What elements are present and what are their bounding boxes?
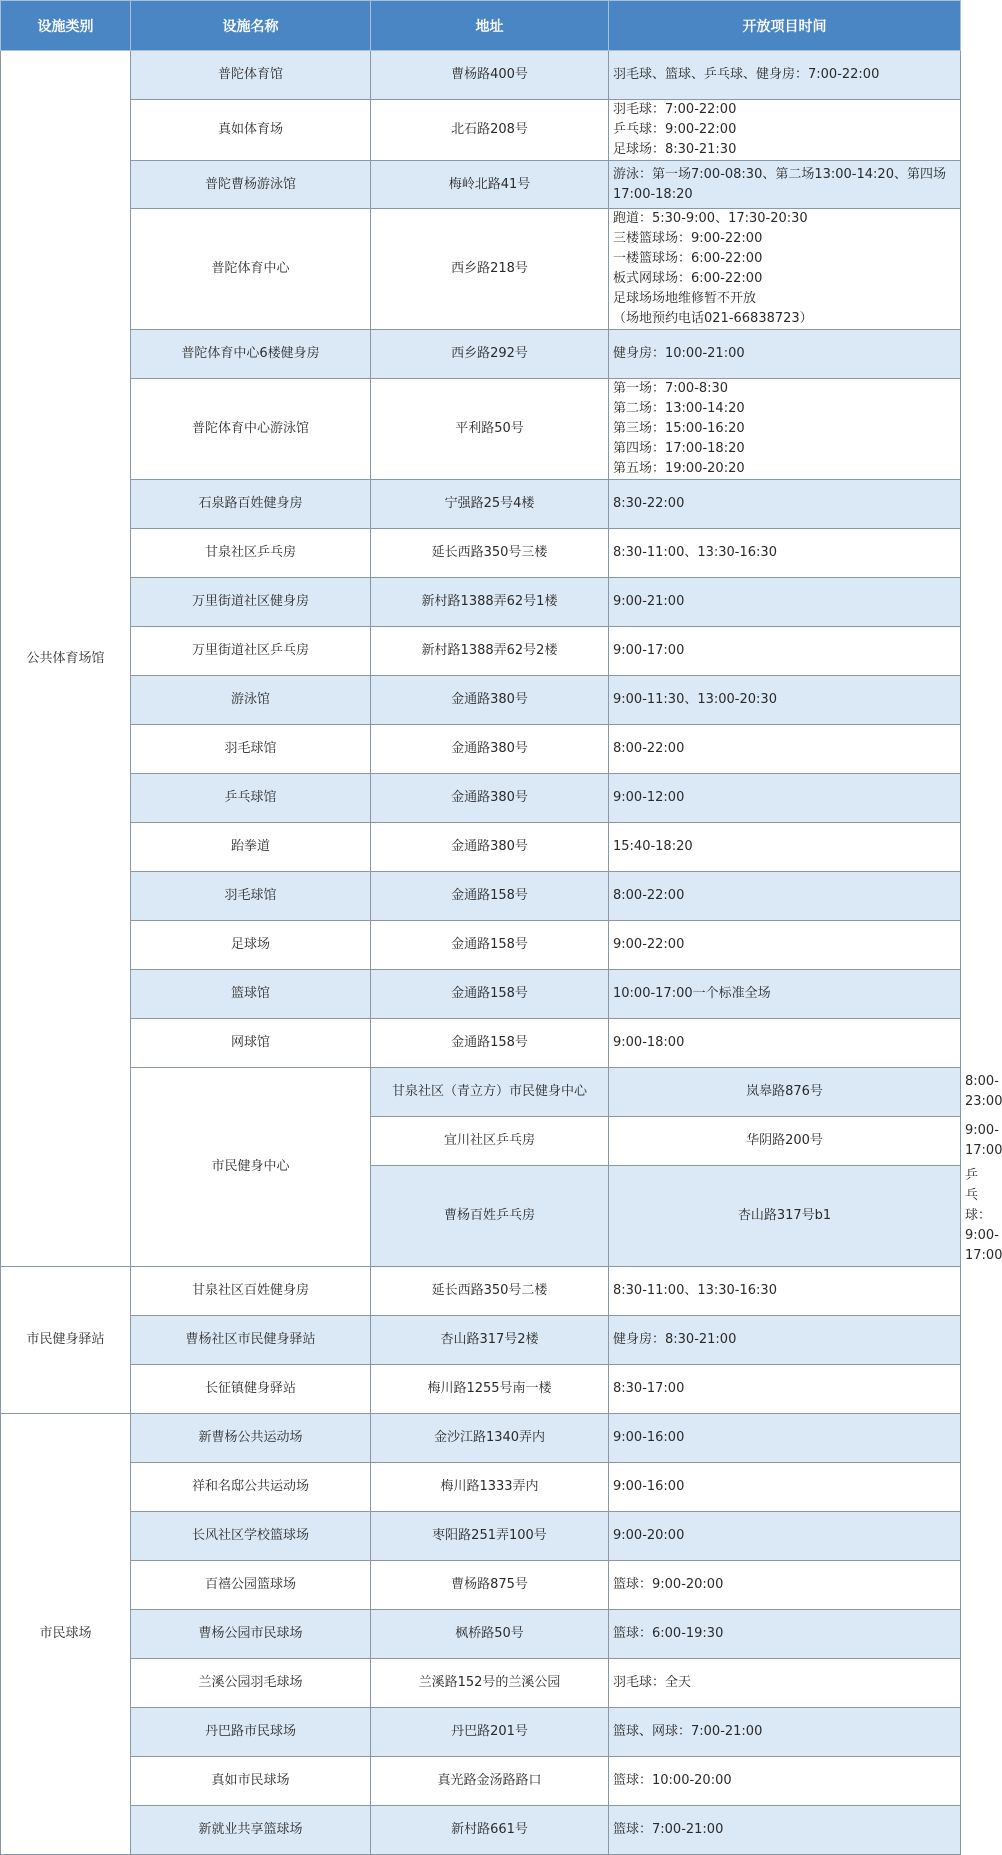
address-cell: 梅川路1255号南一楼 bbox=[371, 1365, 609, 1414]
address-cell: 西乡路292号 bbox=[371, 330, 609, 379]
table-row bbox=[1, 627, 961, 676]
table-row bbox=[1, 872, 961, 921]
facility-name-cell: 甘泉社区（青立方）市民健身中心 bbox=[371, 1068, 609, 1117]
table-row: 曹杨百姓乒乓房 杏山路317号b1 乒乓球：9:00-17:00 bbox=[1, 1166, 961, 1267]
facility-name-cell: 百禧公园篮球场 bbox=[131, 1561, 371, 1610]
table-row bbox=[1, 1708, 961, 1757]
table-row bbox=[1, 1019, 961, 1068]
hours-cell: 篮球：6:00-19:30 bbox=[609, 1610, 961, 1659]
address-cell: 曹杨路400号 bbox=[371, 51, 609, 100]
facility-name-cell: 甘泉社区乒乓房 bbox=[131, 529, 371, 578]
address-cell: 金沙江路1340弄内 bbox=[371, 1414, 609, 1463]
facility-name-cell: 普陀曹杨游泳馆 bbox=[131, 161, 371, 209]
hours-cell: 游泳：第一场7:00-08:30、第二场13:00-14:20、第四场17:00-18:20 bbox=[609, 161, 961, 209]
facility-name-cell: 羽毛球馆 bbox=[131, 725, 371, 774]
hours-cell: 8:30-11:00、13:30-16:30 bbox=[609, 1267, 961, 1316]
address-cell: 新村路1388弄62号2楼 bbox=[371, 627, 609, 676]
hours-cell: 15:40-18:20 bbox=[609, 823, 961, 872]
facility-name-cell: 曹杨公园市民球场 bbox=[131, 1610, 371, 1659]
hours-cell: 9:00-16:00 bbox=[609, 1414, 961, 1463]
facility-name-cell: 足球场 bbox=[131, 921, 371, 970]
facility-name-cell: 羽毛球馆 bbox=[131, 872, 371, 921]
table-row bbox=[1, 209, 961, 330]
address-cell: 金通路380号 bbox=[371, 823, 609, 872]
address-cell: 金通路380号 bbox=[371, 676, 609, 725]
address-cell: 北石路208号 bbox=[371, 100, 609, 161]
address-cell: 杏山路317号2楼 bbox=[371, 1316, 609, 1365]
facility-name-cell: 石泉路百姓健身房 bbox=[131, 480, 371, 529]
table-row bbox=[1, 1561, 961, 1610]
hours-cell: 10:00-17:00一个标准全场 bbox=[609, 970, 961, 1019]
table-row bbox=[1, 823, 961, 872]
facility-name-cell: 游泳馆 bbox=[131, 676, 371, 725]
address-cell: 新村路1388弄62号1楼 bbox=[371, 578, 609, 627]
facility-name-cell: 兰溪公园羽毛球场 bbox=[131, 1659, 371, 1708]
facility-name-cell: 乒乓球馆 bbox=[131, 774, 371, 823]
hours-cell: 8:30-22:00 bbox=[609, 480, 961, 529]
hours-cell: 羽毛球：全天 bbox=[609, 1659, 961, 1708]
hours-cell: 9:00-17:00 bbox=[609, 627, 961, 676]
address-cell: 西乡路218号 bbox=[371, 209, 609, 330]
hours-cell: 9:00-22:00 bbox=[609, 921, 961, 970]
hours-cell: 8:30-17:00 bbox=[609, 1365, 961, 1414]
facility-name-cell: 曹杨百姓乒乓房 bbox=[371, 1166, 609, 1267]
address-cell: 梅川路1333弄内 bbox=[371, 1463, 609, 1512]
table-row bbox=[1, 100, 961, 161]
hours-cell: 羽毛球、篮球、乒乓球、健身房：7:00-22:00 bbox=[609, 51, 961, 100]
hours-cell: 跑道：5:30-9:00、17:30-20:30 三楼篮球场：9:00-22:00 一楼篮球场：6:00-22:00 板式网球场：6:00-22:00 足球场场地维修暂不开放 （场地预约电话021-66838723） bbox=[609, 209, 961, 330]
table-row bbox=[1, 725, 961, 774]
address-cell: 平利路50号 bbox=[371, 379, 609, 480]
table-row bbox=[1, 480, 961, 529]
hours-cell: 9:00-12:00 bbox=[609, 774, 961, 823]
header-hours: 开放项目时间 bbox=[609, 1, 961, 51]
table-row bbox=[1, 1414, 961, 1463]
category-cell: 市民球场 bbox=[1, 1414, 131, 1855]
hours-cell: 羽毛球：7:00-22:00 乒乓球：9:00-22:00 足球场：8:30-21:30 bbox=[609, 100, 961, 161]
table-row bbox=[1, 774, 961, 823]
table-row bbox=[1, 676, 961, 725]
hours-cell: 9:00-18:00 bbox=[609, 1019, 961, 1068]
facility-name-cell: 长风社区学校篮球场 bbox=[131, 1512, 371, 1561]
address-cell: 岚皋路876号 bbox=[609, 1068, 961, 1117]
address-cell: 兰溪路152号的兰溪公园 bbox=[371, 1659, 609, 1708]
facility-name-cell: 真如市民球场 bbox=[131, 1757, 371, 1806]
address-cell: 丹巴路201号 bbox=[371, 1708, 609, 1757]
header-name: 设施名称 bbox=[131, 1, 371, 51]
table-row bbox=[1, 1365, 961, 1414]
category-cell: 公共体育场馆 bbox=[1, 51, 131, 1267]
facility-name-cell: 新曹杨公共运动场 bbox=[131, 1414, 371, 1463]
table-row bbox=[1, 970, 961, 1019]
table-row bbox=[1, 1512, 961, 1561]
table-row bbox=[1, 330, 961, 379]
hours-cell: 篮球：7:00-21:00 bbox=[609, 1806, 961, 1855]
table-row bbox=[1, 529, 961, 578]
facility-name-cell: 新就业共享篮球场 bbox=[131, 1806, 371, 1855]
address-cell: 金通路158号 bbox=[371, 970, 609, 1019]
hours-cell: 9:00-16:00 bbox=[609, 1463, 961, 1512]
hours-cell: 9:00-11:30、13:00-20:30 bbox=[609, 676, 961, 725]
facility-name-cell: 万里街道社区健身房 bbox=[131, 578, 371, 627]
facility-name-cell: 万里街道社区乒乓房 bbox=[131, 627, 371, 676]
category-cell: 市民健身驿站 bbox=[1, 1267, 131, 1414]
table-row bbox=[1, 1659, 961, 1708]
hours-cell: 篮球：9:00-20:00 bbox=[609, 1561, 961, 1610]
facility-name-cell: 普陀体育中心游泳馆 bbox=[131, 379, 371, 480]
table-row bbox=[1, 51, 961, 100]
address-cell: 新村路661号 bbox=[371, 1806, 609, 1855]
address-cell: 宁强路25号4楼 bbox=[371, 480, 609, 529]
address-cell: 枫桥路50号 bbox=[371, 1610, 609, 1659]
facility-name-cell: 长征镇健身驿站 bbox=[131, 1365, 371, 1414]
facility-name-cell: 祥和名邸公共运动场 bbox=[131, 1463, 371, 1512]
hours-cell: 8:00-22:00 bbox=[609, 872, 961, 921]
address-cell: 华阴路200号 bbox=[609, 1117, 961, 1166]
table-row: 宜川社区乒乓房 华阴路200号 9:00-17:00 bbox=[1, 1117, 961, 1166]
facility-name-cell: 真如体育场 bbox=[131, 100, 371, 161]
table-row bbox=[1, 161, 961, 209]
facility-name-cell: 网球馆 bbox=[131, 1019, 371, 1068]
table-row bbox=[1, 1267, 961, 1316]
table-row bbox=[1, 1806, 961, 1855]
address-cell: 金通路380号 bbox=[371, 774, 609, 823]
facility-name-cell: 曹杨社区市民健身驿站 bbox=[131, 1316, 371, 1365]
table-row: 市民健身中心 甘泉社区（青立方）市民健身中心 岚皋路876号 8:00-23:00 bbox=[1, 1068, 961, 1117]
address-cell: 真光路金汤路路口 bbox=[371, 1757, 609, 1806]
facility-name-cell: 甘泉社区百姓健身房 bbox=[131, 1267, 371, 1316]
facility-name-cell: 跆拳道 bbox=[131, 823, 371, 872]
address-cell: 枣阳路251弄100号 bbox=[371, 1512, 609, 1561]
hours-cell: 8:00-22:00 bbox=[609, 725, 961, 774]
hours-cell: 9:00-21:00 bbox=[609, 578, 961, 627]
address-cell: 金通路158号 bbox=[371, 921, 609, 970]
address-cell: 梅岭北路41号 bbox=[371, 161, 609, 209]
facility-name-cell: 丹巴路市民球场 bbox=[131, 1708, 371, 1757]
table-row bbox=[1, 1463, 961, 1512]
table-body bbox=[1, 51, 1002, 1855]
hours-cell: 健身房：10:00-21:00 bbox=[609, 330, 961, 379]
table-row bbox=[1, 1610, 961, 1659]
table-row bbox=[1, 578, 961, 627]
facility-name-cell: 普陀体育中心6楼健身房 bbox=[131, 330, 371, 379]
hours-cell: 8:30-11:00、13:30-16:30 bbox=[609, 529, 961, 578]
hours-cell: 9:00-20:00 bbox=[609, 1512, 961, 1561]
address-cell: 金通路158号 bbox=[371, 1019, 609, 1068]
address-cell: 延长西路350号三楼 bbox=[371, 529, 609, 578]
hours-cell: 篮球：10:00-20:00 bbox=[609, 1757, 961, 1806]
table-header-row bbox=[1, 1, 961, 51]
facility-name-cell: 宜川社区乒乓房 bbox=[371, 1117, 609, 1166]
address-cell: 金通路158号 bbox=[371, 872, 609, 921]
address-cell: 金通路380号 bbox=[371, 725, 609, 774]
table-row bbox=[1, 921, 961, 970]
hours-cell: 篮球、网球：7:00-21:00 bbox=[609, 1708, 961, 1757]
hours-cell: 健身房：8:30-21:00 bbox=[609, 1316, 961, 1365]
header-category: 设施类别 bbox=[1, 1, 131, 51]
table-row bbox=[1, 1316, 961, 1365]
category-cell: 市民健身中心 bbox=[131, 1068, 371, 1267]
facility-name-cell: 普陀体育中心 bbox=[131, 209, 371, 330]
address-cell: 杏山路317号b1 bbox=[609, 1166, 961, 1267]
header-address: 地址 bbox=[371, 1, 609, 51]
facility-name-cell: 篮球馆 bbox=[131, 970, 371, 1019]
hours-cell: 第一场：7:00-8:30 第二场：13:00-14:20 第三场：15:00-16:20 第四场：17:00-18:20 第五场：19:00-20:20 bbox=[609, 379, 961, 480]
facility-name-cell: 普陀体育馆 bbox=[131, 51, 371, 100]
table-row bbox=[1, 379, 961, 480]
table-row bbox=[1, 1757, 961, 1806]
address-cell: 曹杨路875号 bbox=[371, 1561, 609, 1610]
address-cell: 延长西路350号二楼 bbox=[371, 1267, 609, 1316]
